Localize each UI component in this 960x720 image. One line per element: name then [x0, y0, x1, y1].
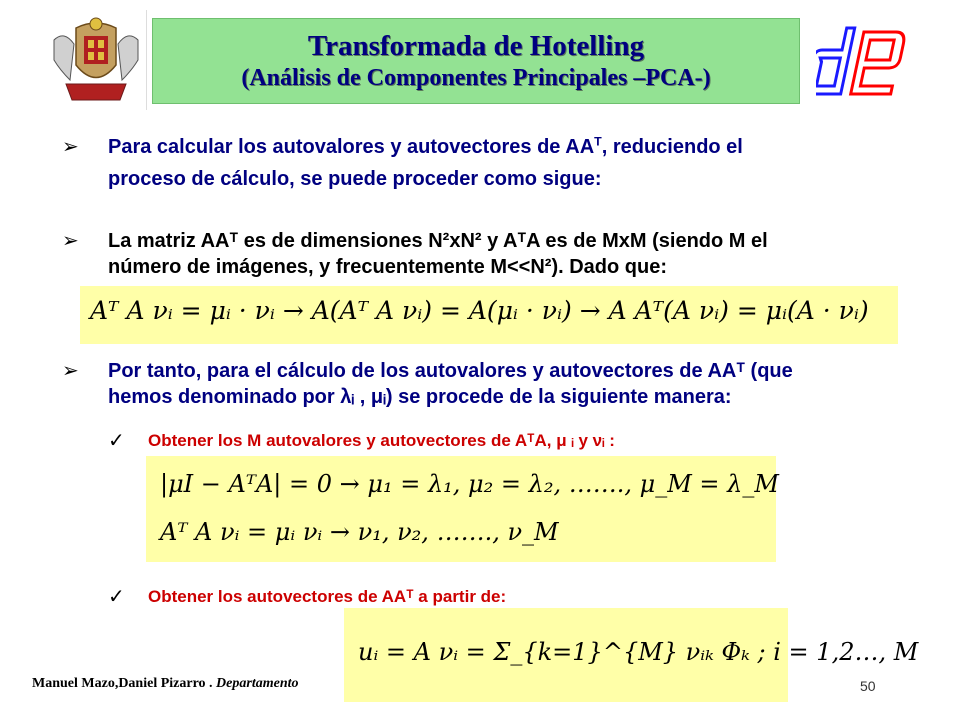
- footer-authors: Manuel Mazo,Daniel Pizarro . Departamento: [32, 676, 299, 691]
- equation-4: uᵢ = A νᵢ = Σ_{k=1}^{M} νᵢₖ Φₖ ; i = 1,2…, M: [358, 638, 919, 666]
- subitem-1-text: Obtener los M autovalores y autovectores de AᵀA, μ ᵢ y νᵢ :: [148, 431, 615, 450]
- equation-box-2: [146, 456, 779, 562]
- bullet-1-text: Para calcular los autovalores y autovectores de $AA^T$, reduciendo el proceso de cálculo, se puede proceder como sigue:: [108, 134, 743, 190]
- equation-3: Aᵀ A νᵢ = μᵢ νᵢ → ν₁, ν₂, ……., ν_M: [160, 518, 559, 546]
- dep-logo: [816, 22, 912, 106]
- page-number: 50: [860, 678, 876, 694]
- arrow-bullet-icon: ➢: [62, 134, 79, 158]
- subitem-2-text: Obtener los autovectores de AAᵀ a partir de:: [148, 587, 507, 606]
- checkmark-icon: ✓: [108, 584, 125, 608]
- arrow-bullet-icon: ➢: [62, 358, 79, 382]
- slide-subtitle: (Análisis de Componentes Principales –PCA-): [241, 65, 711, 91]
- arrow-bullet-icon: ➢: [62, 228, 79, 252]
- bullet-3-text: Por tanto, para el cálculo de los autovalores y autovectores de AAᵀ (que hemos denominado por λᵢ , μᵢ) se procede de la siguiente manera:: [108, 360, 793, 408]
- bullet-2-text: La matriz AAᵀ es de dimensiones N²xN² y AᵀA es de MxM (siendo M el número de imágenes, y frecuentemente M<<N²). Dado que:: [108, 230, 768, 278]
- equation-1: Aᵀ A νᵢ = μᵢ · νᵢ → A(Aᵀ A νᵢ) = A(μᵢ · νᵢ) → A Aᵀ(A νᵢ) = μᵢ(A · νᵢ): [90, 296, 869, 325]
- equation-box-1: [80, 286, 898, 344]
- checkmark-icon: ✓: [108, 428, 125, 452]
- slide-title: Transformada de Hotelling: [307, 30, 645, 62]
- slide-title-box: [152, 18, 800, 104]
- university-crest-logo: [46, 10, 147, 110]
- equation-2: |μI − AᵀA| = 0 → μ₁ = λ₁, μ₂ = λ₂, ……., μ_M = λ_M: [160, 470, 779, 498]
